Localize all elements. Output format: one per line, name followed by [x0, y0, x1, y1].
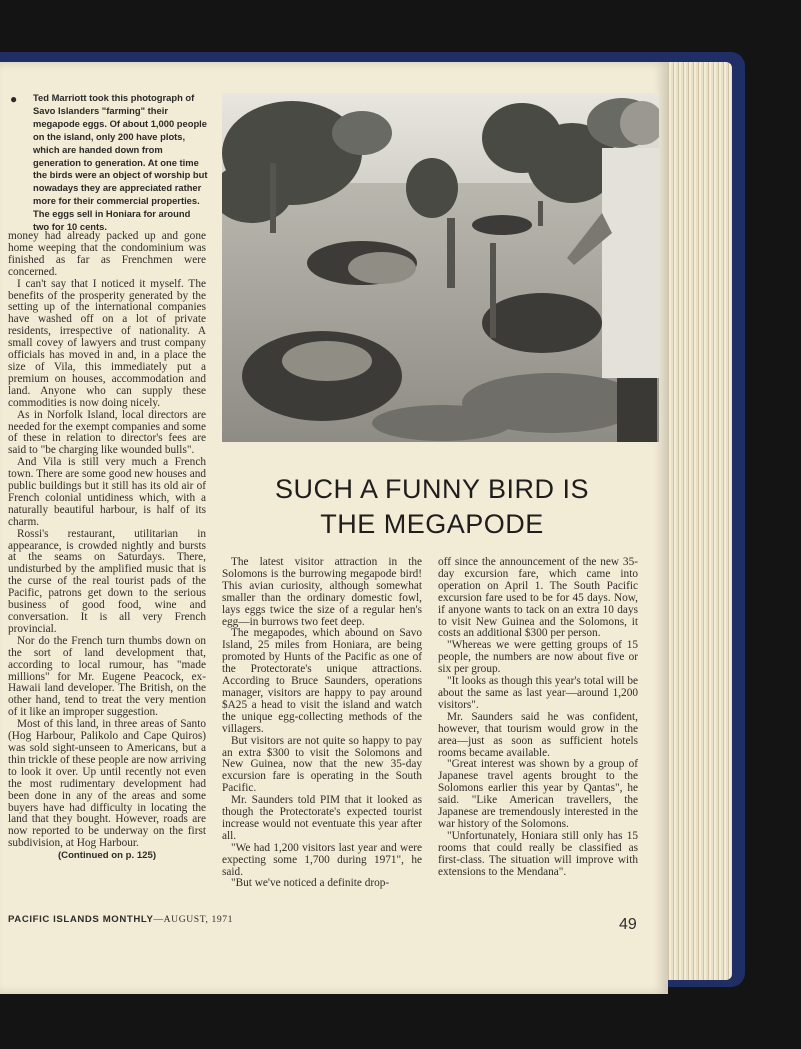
paragraph: I can't say that I noticed it myself. The benefits of the prosperity generated by the setting up of the international companies have washed off on a lot of private residents, irrespective of nationality. A small covey of lawyers and trust company officials has moved in and, in a place the size of Vila, this immediately put a premium on houses, accommodation and land. Anyone who can supply these commodities is now doing nicely.: [8, 277, 206, 409]
paragraph: The latest visitor attraction in the Solomons is the burrowing megapode bird! This avian curiosity, although somewhat smaller than the ordinary domestic fowl, lays eggs twice the size of a regular hen's egg—in burrows two feet deep.: [222, 556, 422, 628]
page-footer: [8, 914, 233, 925]
headline-line: SUCH A FUNNY BIRD IS: [274, 474, 590, 504]
paragraph: Mr. Saunders said he was confident, however, that tourism would grow in the area—just as soon as sufficient hotels rooms became available.: [438, 710, 638, 759]
megapode-photo: [222, 93, 659, 442]
paragraph: Most of this land, in three areas of Santo (Hog Harbour, Palikolo and Cape Quiros) was sold sight-unseen to Americans, but a thin trickle of these people are now arriving to look it over. Up until recently not even the most rudimentary development had been done in any of the areas and some buyers have had difficulty in locating the land that they bought. However, roads are now reported to be underway on the first subdivision, at Hog Harbour.: [8, 718, 206, 850]
article-headline: [222, 472, 642, 542]
continued-note: (Continued on p. 125): [57, 850, 157, 862]
paragraph: "We had 1,200 visitors last year and were expecting some 1,700 during 1971", he said.: [222, 841, 422, 878]
paragraph: Nor do the French turn thumbs down on the sort of land development that, according to local rumour, has "made millions" for Mr. Eugene Peacock, ex-Hawaii land developer. The British, on the other hand, tend to treat the very mention of it like an improper suggestion.: [8, 634, 206, 719]
paragraph: Rossi's restaurant, utilitarian in appearance, is crowded nightly and bursts at the seams on Saturdays. There, undisturbed by the amplified music that is the curse of the real tourist pads of the Pacific, patrons get down to the serious business of good food, wine and conversation. It is all very French provincial.: [8, 527, 206, 635]
paragraph: "But we've noticed a definite drop-: [231, 877, 390, 890]
photo-illustration: [222, 93, 659, 442]
caption-bullet: ●: [10, 92, 18, 106]
paragraph: "It looks as though this year's total will be about the same as last year—around 1,200 visitors".: [438, 675, 638, 711]
paragraph: off since the announcement of the new 35-day excursion fare, which came into operation on April 1. The South Pacific excursion fare used to be for 45 days. Now, if anyone wants to tack on an extra 10 days to visit New Guinea and the Solomons, it costs an additional $300 per person.: [438, 556, 638, 640]
page-number: 49: [619, 916, 637, 933]
paragraph: As in Norfolk Island, local directors are needed for the exempt companies and some of these in relation to director's fees are said to "be charging like wounded bulls".: [8, 408, 206, 457]
paragraph: money had already packed up and gone home weeping that the condominium was finished as far as Frenchmen were concerned.: [8, 230, 206, 278]
paragraph: "Great interest was shown by a group of Japanese travel agents brought to the Solomons earlier this year by Qantas", he said. "Like American travellers, the Japanese are tremendously interested in the war history of the Solomons.: [438, 758, 638, 830]
paragraph: But visitors are not quite so happy to pay an extra $300 to visit the Solomons and New Guinea, now that the new 35-day excursion fare is operating in the South Pacific.: [222, 734, 422, 795]
paragraph: Mr. Saunders told PIM that it looked as though the Protectorate's expected tourist increase would not eventuate this year after all.: [222, 794, 422, 842]
paragraph: The megapodes, which abound on Savo Island, 25 miles from Honiara, are being promoted by Hunts of the Pacific as one of the Protectorate's unique attractions. According to Bruce Saunders, operations manager, visitors are happy to pay around $A25 a head to visit the island and watch the unique egg-collecting methods of the villagers.: [222, 627, 422, 735]
right-column: [438, 557, 638, 878]
caption-text: Ted Marriott took this photograph of Savo Islanders "farming" their megapode eggs. Of about 1,000 people on the island, only 200 have plots, which are handed down from generation to generation. At one time the birds were an object of worship but nowadays they are appreciated rather more for their commercial properties. The eggs sell in Honiara for around two for 10 cents.: [33, 92, 208, 233]
photo-caption: [10, 92, 208, 234]
middle-column: [222, 557, 422, 890]
paragraph: "Unfortunately, Honiara still only has 15 rooms that could really be classified as first-class. The situation will improve with extensions to the Mendana".: [438, 829, 638, 878]
paragraph: "Whereas we were getting groups of 15 people, the numbers are now about five or six per group.: [438, 639, 638, 676]
magazine-name: PACIFIC ISLANDS MONTHLY: [8, 914, 154, 925]
headline-line: THE MEGAPODE: [320, 509, 544, 539]
issue-date: —AUGUST, 1971: [153, 914, 234, 925]
paragraph: And Vila is still very much a French town. There are some good new houses and public buildings but it still has its old air of French colonial untidiness which, with a naturally beautiful harbour, is half of its charm.: [8, 456, 206, 528]
left-column: [8, 231, 206, 862]
